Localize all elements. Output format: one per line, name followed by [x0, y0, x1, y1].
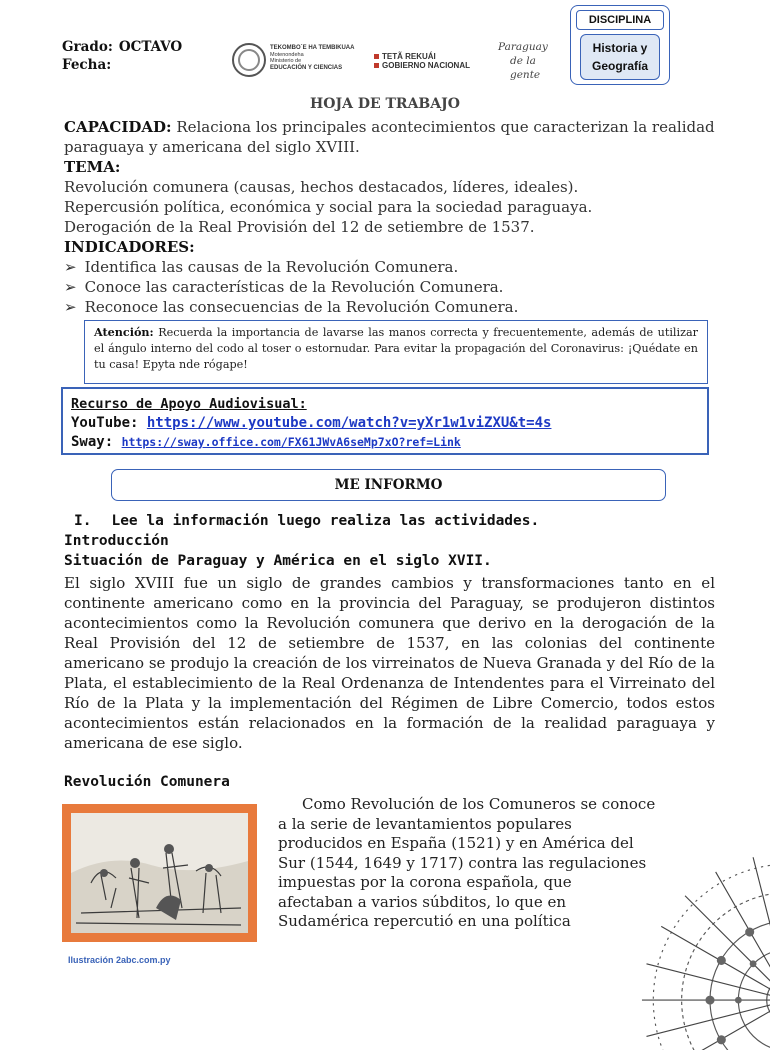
- sway-row: [71, 433, 699, 452]
- gob-square-icon: [374, 54, 379, 59]
- indicador-text: Reconoce las consecuencias de la Revolución Comunera.: [84, 298, 519, 316]
- intro-heading: Introducción: [64, 533, 169, 549]
- intro-paragraph: El siglo XVIII fue un siglo de grandes cambios y transformaciones tanto en el continente americano como en la provincia del Paraguay, se produjeron distintos acontecimientos como la Revolución comunera que derivo en la derogación de la Real Provisión del 12 de setiembre de 1537, en las colonias del continente americano se produjo la creación de los virreinatos de Nueva Granada y del Río de la Plata, el establecimiento de la Real Ordenanza de Intendentes para el Virreinato del Río de la Plata y la implementación del Régimen de Libre Comercio, todos estos acontecimientos están relacionados en la formación de la realidad paraguaya y americana de ese siglo.: [64, 574, 715, 752]
- sway-link[interactable]: https://sway.office.com/FX61JWvA6seMp7xO?ref=Link: [121, 435, 461, 449]
- disciplina-line1: Historia y: [592, 41, 648, 55]
- grado-value: OCTAVO: [118, 39, 183, 55]
- disciplina-value: [580, 34, 660, 80]
- atencion-label: Atención:: [94, 325, 154, 339]
- nanduti-lace-decoration: [610, 830, 770, 1050]
- tema-line: Revolución comunera (causas, hechos destacados, líderes, ideales).: [64, 178, 579, 196]
- tema-block: [64, 157, 724, 317]
- tema-label: TEMA:: [64, 158, 121, 176]
- section-title: Lee la información luego realiza las actividades.: [111, 513, 540, 529]
- illustration-caption: Ilustración 2abc.com.py: [68, 955, 171, 965]
- tema-line: Derogación de la Real Provisión del 12 de setiembre de 1537.: [64, 218, 535, 236]
- paraguay-de-la-gente-logo: [498, 40, 568, 82]
- mec-logo-line3: Ministerio de: [270, 58, 302, 64]
- arrow-bullet-icon: ➢: [64, 258, 77, 276]
- sway-label: Sway:: [71, 434, 114, 450]
- gob-logo-line1: TETÃ REKUÁI: [382, 52, 436, 61]
- comunera-line: producidos en España (1521) y en América del: [278, 834, 634, 852]
- atencion-box: [84, 320, 708, 384]
- page-title: HOJA DE TRABAJO: [310, 96, 460, 112]
- comunera-line: Sudamérica repercutió en una política: [278, 912, 571, 930]
- disciplina-label: DISCIPLINA: [576, 10, 664, 30]
- comunera-heading: Revolución Comunera: [64, 774, 230, 790]
- gobierno-logo: [374, 52, 470, 70]
- youtube-link[interactable]: https://www.youtube.com/watch?v=yXr1w1viZXU&t=4s: [146, 415, 552, 431]
- recurso-title: Recurso de Apoyo Audiovisual:: [71, 396, 307, 412]
- gob-logo-line2: GOBIERNO NACIONAL: [382, 61, 470, 70]
- mec-logo-line4: EDUCACIÓN Y CIENCIAS: [270, 64, 343, 71]
- comunera-line: impuestas por la corona española, que: [278, 873, 572, 891]
- gob-square-icon: [374, 63, 379, 68]
- arrow-bullet-icon: ➢: [64, 278, 77, 296]
- section-number: I.: [74, 513, 92, 529]
- recurso-box: [61, 387, 709, 455]
- me-informo-header: ME INFORMO: [111, 469, 666, 501]
- grado-label: Grado:: [62, 39, 113, 55]
- indicador-item: [64, 297, 724, 317]
- capacidad-label: CAPACIDAD:: [64, 118, 172, 136]
- mec-logo-text: [270, 45, 370, 71]
- indicador-text: Identifica las causas de la Revolución Comunera.: [84, 258, 459, 276]
- fecha-label: Fecha:: [62, 57, 112, 73]
- header-info: [62, 38, 182, 74]
- disciplina-line2: Geografía: [591, 59, 648, 73]
- pdg-logo-line2: de la gente: [510, 55, 541, 81]
- capacidad-text: Relaciona los principales acontecimientos que caracterizan la realidad paraguaya y americana del siglo XVIII.: [64, 118, 715, 156]
- mec-seal-logo: [232, 43, 266, 77]
- capacidad-block: [64, 117, 724, 157]
- sub-heading: Situación de Paraguay y América en el siglo XVII.: [64, 553, 492, 569]
- indicador-text: Conoce las características de la Revolución Comunera.: [84, 278, 504, 296]
- youtube-row: [71, 414, 699, 433]
- indicadores-label: INDICADORES:: [64, 238, 195, 256]
- mec-logo-line2: Motenondeha: [270, 51, 304, 58]
- comunera-line: Como Revolución de los Comuneros se conoce: [302, 795, 656, 813]
- comunera-line: afectaban a varios súbditos, lo que en: [278, 892, 567, 911]
- mec-logo-line1: TEKOMBO´E HA TEMBIKUAA: [270, 45, 355, 51]
- tema-line: Repercusión política, económica y social para la sociedad paraguaya.: [64, 198, 593, 216]
- arrow-bullet-icon: ➢: [64, 298, 77, 316]
- revolution-illustration: [62, 804, 257, 942]
- section-heading: [74, 513, 539, 529]
- indicador-item: [64, 257, 724, 277]
- sketch-figures-image: [71, 813, 248, 933]
- comunera-line: a la serie de levantamientos populares: [278, 814, 572, 833]
- pdg-logo-line1: Paraguay: [498, 41, 548, 53]
- atencion-text: Recuerda la importancia de lavarse las manos correcta y frecuentemente, además de utilizar el ángulo interno del codo al toser o estornudar. Para evitar la propagación del Coronavirus: ¡Quédate en tu casa! Epyta nde rógape!: [94, 326, 698, 371]
- comunera-line: Sur (1544, 1649 y 1717) contra las regulaciones: [278, 853, 647, 872]
- indicador-item: [64, 277, 724, 297]
- youtube-label: YouTube:: [71, 415, 139, 431]
